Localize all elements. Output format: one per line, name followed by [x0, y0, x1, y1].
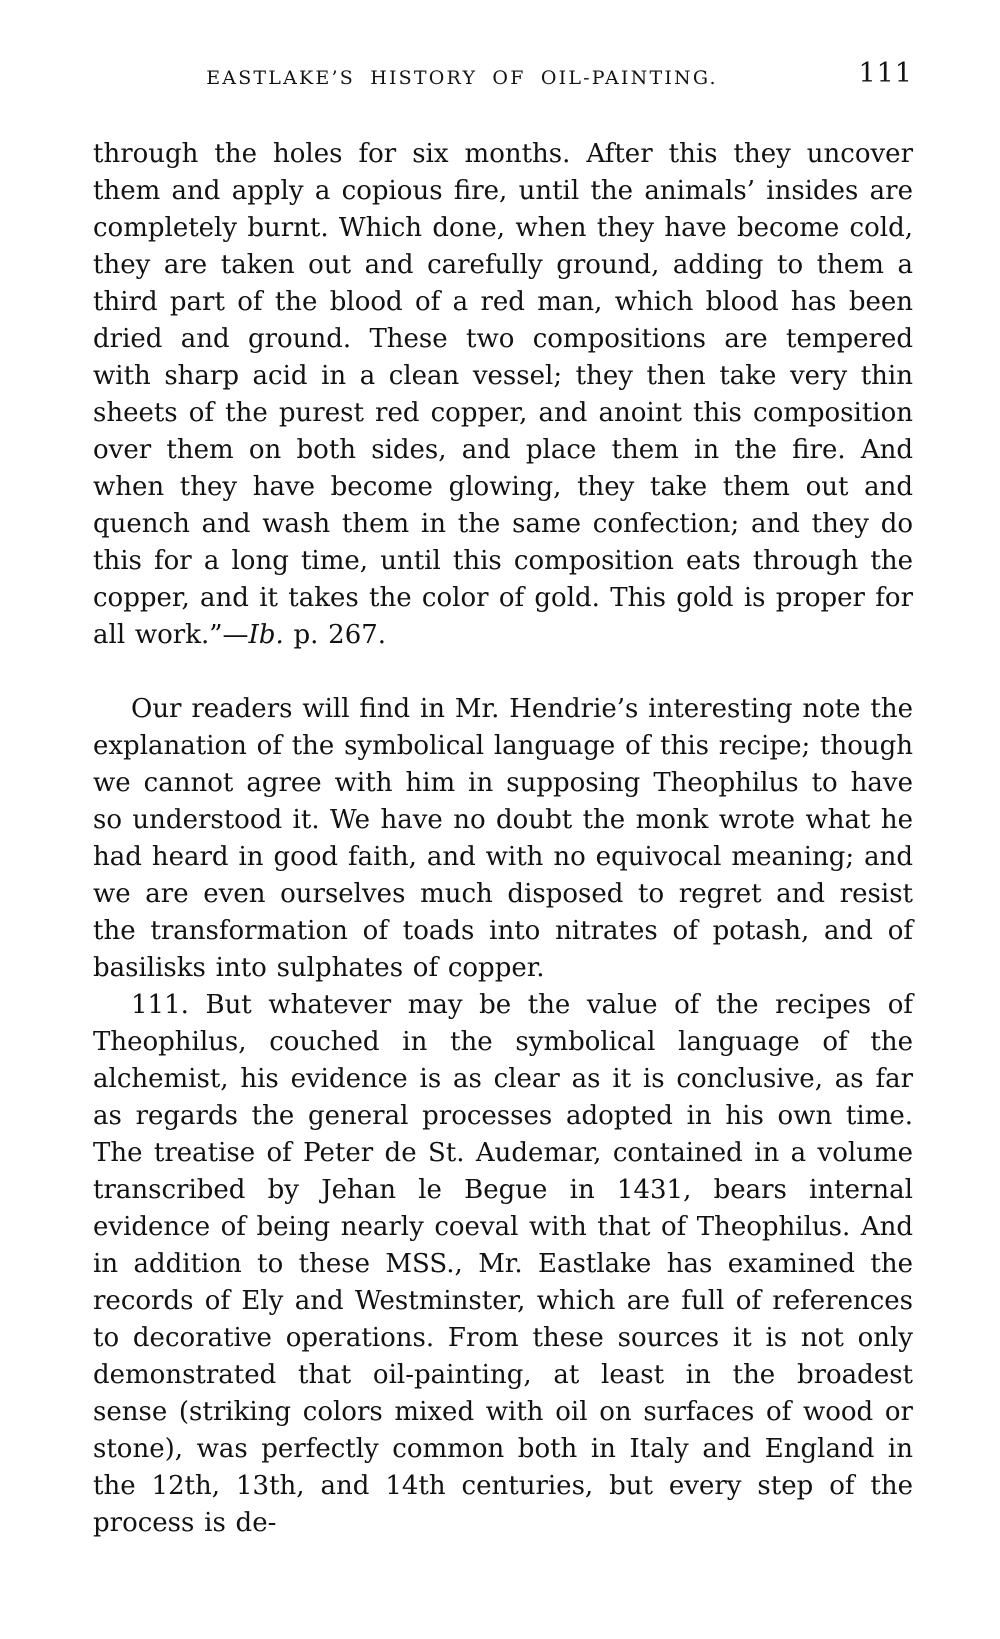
paragraph-hendrie-note: Our readers will find in Mr. Hendrie’s interesting note the explanation of the symbolical language of this recipe; though we cannot agree with him in supposing Theophilus to have so understood it. We have no doubt the monk wrote what he had heard in good faith, and with no equivocal meaning; and we are even ourselves much disposed to regret and resist the transformation of toads into nitrates of potash, and of basilisks into sulphates of copper.	[93, 694, 913, 983]
book-page	[0, 58, 1000, 1639]
page-number: 111	[858, 58, 913, 89]
running-head	[93, 58, 913, 94]
quote-text: through the holes for six months. After this they uncover them and apply a copious fire, until the animals’ insides are completely burnt. Which done, when they have become cold, they are taken out and carefully ground, adding to them a third part of the blood of a red man, which blood has been dried and ground. These two compositions are tempered with sharp acid in a clean vessel; they then take very thin sheets of the purest red copper, and anoint this composition over them on both sides, and place them in the fire. And when they have become glowing, they take them out and quench and wash them in the same confection; and they do this for a long time, until this composition eats through the copper, and it takes the color of gold. This gold is proper for all work.”—	[93, 139, 913, 650]
body-text-block	[93, 136, 913, 1542]
citation-page-ref: p. 267.	[283, 620, 387, 650]
paragraph-quote-continuation	[93, 136, 913, 654]
paragraph-section-111: 111. But whatever may be the value of the recipes of Theophilus, couched in the symbolical language of the alchemist, his evidence is as clear as it is conclusive, as far as regards the general processes adopted in his own time. The treatise of Peter de St. Audemar, contained in a volume transcribed by Jehan le Begue in 1431, bears internal evidence of being nearly coeval with that of Theophilus. And in addition to these MSS., Mr. Eastlake has examined the records of Ely and Westminster, which are full of references to decorative operations. From these sources it is not only demonstrated that oil-painting, at least in the broadest sense (striking colors mixed with oil on surfaces of wood or stone), was perfectly common both in Italy and England in the 12th, 13th, and 14th centuries, but every step of the process is de-	[93, 990, 913, 1538]
running-head-title: EASTLAKE’S HISTORY OF OIL-PAINTING.	[206, 67, 718, 89]
citation-ib-italic: Ib.	[248, 620, 284, 650]
